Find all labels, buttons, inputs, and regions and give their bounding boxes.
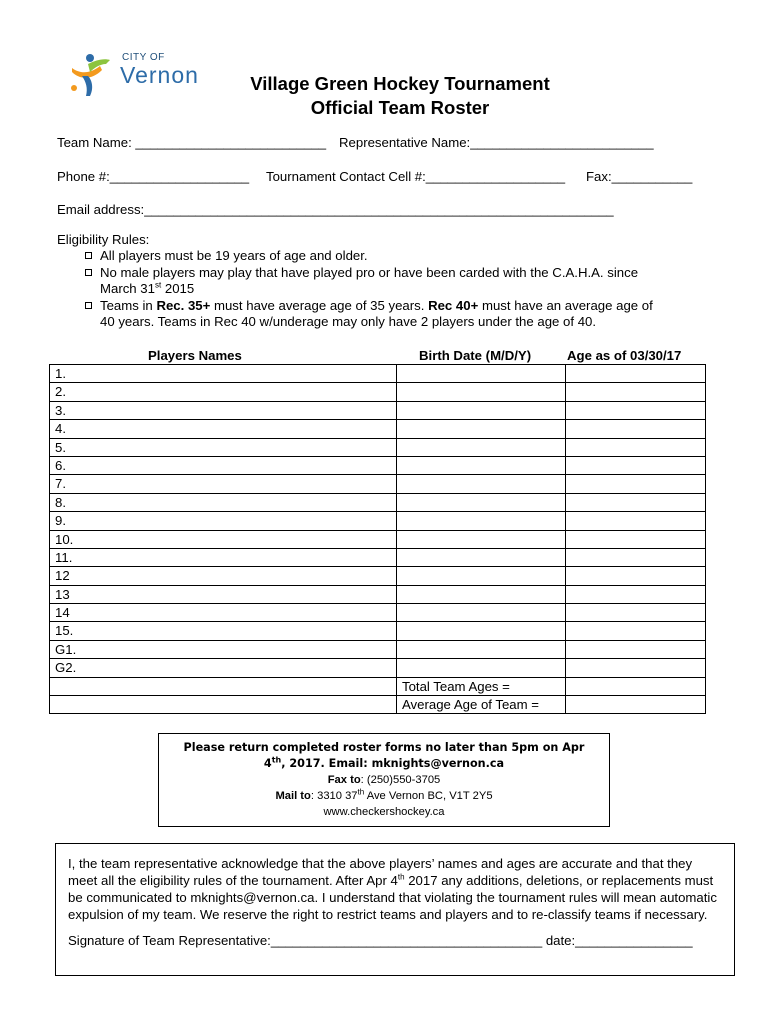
player-name-cell[interactable]: 7. xyxy=(50,475,397,493)
player-name-cell[interactable]: 10. xyxy=(50,530,397,548)
player-name-cell[interactable]: 13 xyxy=(50,585,397,603)
signature-line[interactable]: Signature of Team Representative:_____________________________________ date:________________ xyxy=(68,933,693,948)
rule-item: No male players may play that have played pro or have been carded with the C.A.H.A. since March 31st 2015 xyxy=(57,265,717,298)
players-names-header: Players Names xyxy=(148,348,242,363)
table-row xyxy=(50,401,706,419)
city-of-vernon-logo xyxy=(66,52,216,100)
email-field[interactable]: Email address:________________________________________________________________ xyxy=(57,202,614,217)
table-row xyxy=(50,475,706,493)
birth-date-cell[interactable] xyxy=(397,548,566,566)
tournament-contact-cell-field[interactable]: Tournament Contact Cell #:___________________ xyxy=(266,169,566,184)
age-cell[interactable] xyxy=(566,622,706,640)
age-cell[interactable] xyxy=(566,604,706,622)
fax-info: Fax to: (250)550-3705 xyxy=(327,774,441,786)
table-row xyxy=(50,659,706,677)
age-cell[interactable] xyxy=(566,401,706,419)
table-row xyxy=(50,622,706,640)
table-row xyxy=(50,456,706,474)
summary-label: Average Age of Team = xyxy=(397,696,566,714)
checkbox-bullet-icon xyxy=(85,269,92,276)
birth-date-cell[interactable] xyxy=(397,659,566,677)
birth-date-cell[interactable] xyxy=(397,567,566,585)
table-row xyxy=(50,365,706,383)
total-team-ages-row xyxy=(50,677,706,695)
player-name-cell[interactable]: 12 xyxy=(50,567,397,585)
age-cell[interactable] xyxy=(566,512,706,530)
team-name-field[interactable]: Team Name: __________________________ xyxy=(57,135,327,150)
roster-table xyxy=(49,364,706,714)
title-line-1: Village Green Hockey Tournament xyxy=(250,73,550,94)
table-row xyxy=(50,512,706,530)
table-row xyxy=(50,383,706,401)
age-cell[interactable] xyxy=(566,456,706,474)
birth-date-cell[interactable] xyxy=(397,530,566,548)
birth-date-cell[interactable] xyxy=(397,475,566,493)
acknowledgement-text: I, the team representative acknowledge that the above players’ names and ages are accurate and that they meet all the eligibility rules of the tournament. After Apr 4th 2017 any additions, deletions, or replacements must be communicated to mknights@vernon.ca. I understand that violating the tournament rules will mean automatic expulsion of my team. We reserve the right to restrict teams and players and to re-classify teams if necessary. xyxy=(68,856,717,922)
age-cell[interactable] xyxy=(566,530,706,548)
player-name-cell[interactable]: G2. xyxy=(50,659,397,677)
age-cell[interactable] xyxy=(566,365,706,383)
birth-date-cell[interactable] xyxy=(397,456,566,474)
birth-date-cell[interactable] xyxy=(397,493,566,511)
age-cell[interactable] xyxy=(566,438,706,456)
checkbox-bullet-icon xyxy=(85,252,92,259)
average-age-row xyxy=(50,696,706,714)
eligibility-rules xyxy=(57,232,717,330)
empty-cell xyxy=(50,696,397,714)
logo-vernon-text: Vernon xyxy=(120,62,199,88)
player-name-cell[interactable]: 6. xyxy=(50,456,397,474)
birth-date-header: Birth Date (M/D/Y) xyxy=(419,348,532,363)
player-name-cell[interactable]: 2. xyxy=(50,383,397,401)
table-row xyxy=(50,585,706,603)
birth-date-cell[interactable] xyxy=(397,585,566,603)
table-row xyxy=(50,548,706,566)
representative-name-field[interactable]: Representative Name:_________________________ xyxy=(339,135,654,150)
age-cell[interactable] xyxy=(566,420,706,438)
vernon-logo-icon xyxy=(66,52,118,100)
website-link[interactable]: www.checkershockey.ca xyxy=(323,806,445,818)
age-cell[interactable] xyxy=(566,567,706,585)
player-name-cell[interactable]: G1. xyxy=(50,640,397,658)
birth-date-cell[interactable] xyxy=(397,365,566,383)
rule-item: All players must be 19 years of age and older. xyxy=(57,248,717,264)
age-cell[interactable] xyxy=(566,383,706,401)
rules-heading: Eligibility Rules: xyxy=(57,232,150,247)
rule-item: Teams in Rec. 35+ must have average age of 35 years. Rec 40+ must have an average age of 40 years. Teams in Rec 40 w/underage may only have 2 players under the age of 40. xyxy=(57,298,717,331)
deadline-text: Please return completed roster forms no later than 5pm on Apr 4th, 2017. Email: mknights@vernon.ca xyxy=(183,741,585,770)
player-name-cell[interactable]: 1. xyxy=(50,365,397,383)
age-cell[interactable] xyxy=(566,585,706,603)
age-cell[interactable] xyxy=(566,548,706,566)
player-name-cell[interactable]: 9. xyxy=(50,512,397,530)
table-row xyxy=(50,640,706,658)
table-row xyxy=(50,530,706,548)
page-title xyxy=(230,72,570,120)
summary-value-cell[interactable] xyxy=(566,677,706,695)
birth-date-cell[interactable] xyxy=(397,640,566,658)
player-name-cell[interactable]: 15. xyxy=(50,622,397,640)
table-row xyxy=(50,493,706,511)
summary-value-cell[interactable] xyxy=(566,696,706,714)
age-cell[interactable] xyxy=(566,640,706,658)
table-row xyxy=(50,567,706,585)
age-cell[interactable] xyxy=(566,475,706,493)
acknowledgement-box xyxy=(55,843,735,976)
age-cell[interactable] xyxy=(566,659,706,677)
age-header: Age as of 03/30/17 xyxy=(567,348,682,363)
fax-field[interactable]: Fax:___________ xyxy=(586,169,693,184)
phone-field[interactable]: Phone #:___________________ xyxy=(57,169,250,184)
checkbox-bullet-icon xyxy=(85,302,92,309)
table-row xyxy=(50,438,706,456)
birth-date-cell[interactable] xyxy=(397,383,566,401)
player-name-cell[interactable]: 5. xyxy=(50,438,397,456)
summary-label: Total Team Ages = xyxy=(397,677,566,695)
birth-date-cell[interactable] xyxy=(397,622,566,640)
mail-info: Mail to: 3310 37th Ave Vernon BC, V1T 2Y5 xyxy=(275,787,493,802)
title-line-2: Official Team Roster xyxy=(310,97,490,118)
player-name-cell[interactable]: 4. xyxy=(50,420,397,438)
birth-date-cell[interactable] xyxy=(397,401,566,419)
player-name-cell[interactable]: 8. xyxy=(50,493,397,511)
birth-date-cell[interactable] xyxy=(397,420,566,438)
logo-city-text: CITY OF xyxy=(122,52,165,63)
empty-cell xyxy=(50,677,397,695)
table-row xyxy=(50,420,706,438)
player-name-cell[interactable]: 11. xyxy=(50,548,397,566)
age-cell[interactable] xyxy=(566,493,706,511)
birth-date-cell[interactable] xyxy=(397,512,566,530)
birth-date-cell[interactable] xyxy=(397,438,566,456)
table-row xyxy=(50,604,706,622)
birth-date-cell[interactable] xyxy=(397,604,566,622)
player-name-cell[interactable]: 3. xyxy=(50,401,397,419)
player-name-cell[interactable]: 14 xyxy=(50,604,397,622)
return-instructions-box xyxy=(158,733,610,827)
